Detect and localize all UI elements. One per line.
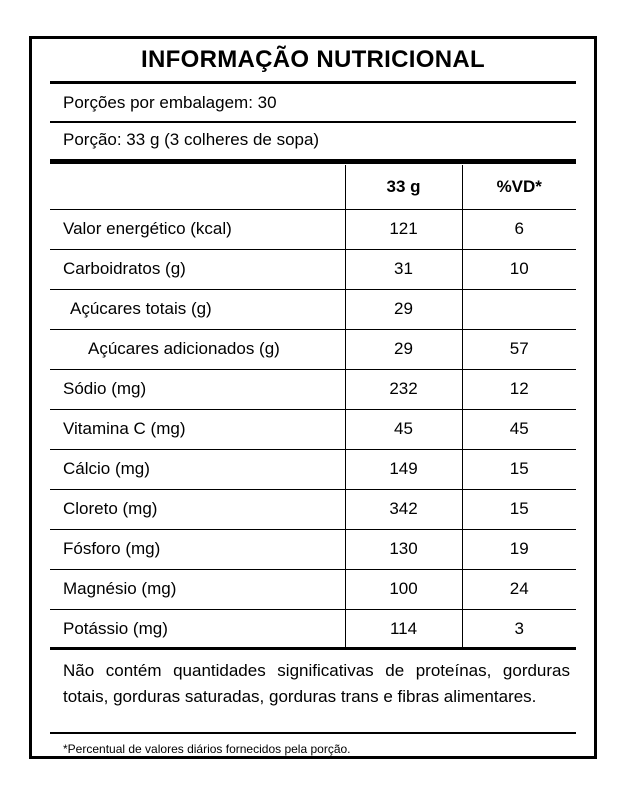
nutrient-amount: 121 <box>345 209 462 249</box>
nutrient-amount: 29 <box>345 329 462 369</box>
nutrient-dv: 19 <box>462 529 576 569</box>
nutrient-name: Açúcares adicionados (g) <box>50 329 345 369</box>
table-row <box>50 529 576 569</box>
header-nutrient <box>50 165 345 209</box>
divider <box>50 647 576 650</box>
nutrient-amount: 149 <box>345 449 462 489</box>
nutrient-name: Sódio (mg) <box>50 369 345 409</box>
table-row <box>50 409 576 449</box>
divider-thick <box>50 159 576 164</box>
divider <box>50 121 576 123</box>
nutrient-dv: 24 <box>462 569 576 609</box>
nutrient-dv: 57 <box>462 329 576 369</box>
table-row <box>50 489 576 529</box>
table-row <box>50 289 576 329</box>
nutrient-dv: 45 <box>462 409 576 449</box>
nutrient-dv: 10 <box>462 249 576 289</box>
nutrient-name: Vitamina C (mg) <box>50 409 345 449</box>
header-dv: %VD* <box>462 165 576 209</box>
nutrient-dv: 15 <box>462 449 576 489</box>
nutrient-name: Cloreto (mg) <box>50 489 345 529</box>
nutrient-name: Potássio (mg) <box>63 619 168 639</box>
nutrient-amount: 100 <box>345 569 462 609</box>
divider <box>50 732 576 734</box>
header-amount: 33 g <box>345 165 462 209</box>
table-row <box>50 609 576 649</box>
table-row <box>50 249 576 289</box>
table-row <box>50 209 576 249</box>
nutrient-amount: 31 <box>345 249 462 289</box>
nutrient-dv: 15 <box>462 489 576 529</box>
nutrition-label <box>29 36 597 759</box>
nutrition-table <box>50 165 576 649</box>
servings-per-package: Porções por embalagem: 30 <box>63 93 277 112</box>
nutrient-amount: 232 <box>345 369 462 409</box>
nutrient-name: Fósforo (mg) <box>50 529 345 569</box>
table-row <box>50 449 576 489</box>
nutrient-name: Açúcares totais (g) <box>50 289 345 329</box>
nutrient-amount: 114 <box>345 609 462 649</box>
nutrient-name: Carboidratos (g) <box>50 249 345 289</box>
nutrient-dv <box>462 289 576 329</box>
nutrient-name: Cálcio (mg) <box>50 449 345 489</box>
nutrient-amount: 130 <box>345 529 462 569</box>
nutrition-note: Não contém quantidades significativas de proteínas, gorduras totais, gorduras saturadas, gorduras trans e fibras alimentares. <box>63 661 570 706</box>
table-header-row <box>50 165 576 209</box>
nutrient-amount: 342 <box>345 489 462 529</box>
nutrient-amount: 29 <box>345 289 462 329</box>
nutrient-dv: 6 <box>462 209 576 249</box>
table-row <box>50 369 576 409</box>
nutrient-amount: 45 <box>345 409 462 449</box>
table-row <box>50 329 576 369</box>
footnote: *Percentual de valores diários fornecidos pela porção. <box>63 742 351 756</box>
nutrient-dv: 3 <box>462 609 576 649</box>
nutrient-dv: 12 <box>462 369 576 409</box>
table-row <box>50 569 576 609</box>
serving-size: Porção: 33 g (3 colheres de sopa) <box>63 130 320 149</box>
nutrient-name: Magnésio (mg) <box>50 569 345 609</box>
label-title: INFORMAÇÃO NUTRICIONAL <box>141 46 485 73</box>
nutrient-name: Valor energético (kcal) <box>50 209 345 249</box>
divider <box>50 81 576 84</box>
